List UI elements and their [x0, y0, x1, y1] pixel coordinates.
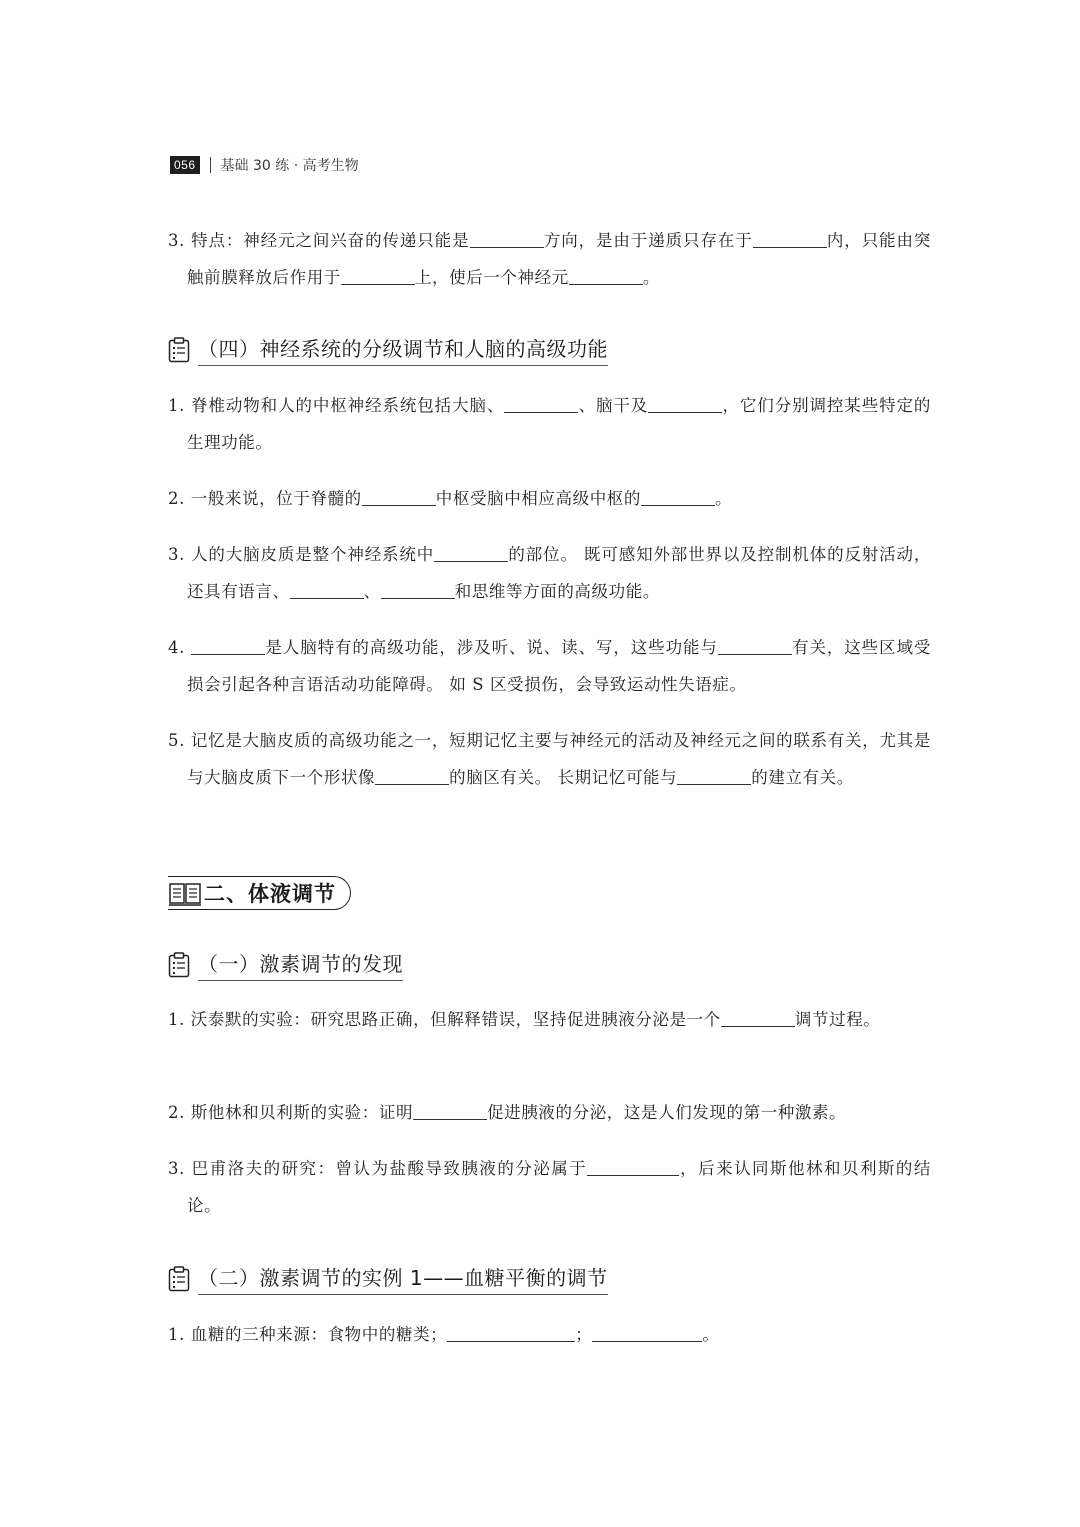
list-item: 4. 是人脑特有的高级功能，涉及听、说、读、写，这些功能与 有关，这些区域受损会引起各种言语活动功能障碍。 如 S 区受损伤，会导致运动性失语症。 [168, 638, 931, 694]
fill-blank[interactable] [413, 1103, 487, 1121]
open-book-icon [168, 879, 202, 907]
list-item: 3. 巴甫洛夫的研究：曾认为盐酸导致胰液的分泌属于 ，后来认同斯他林和贝利斯的结论。 [168, 1159, 931, 1215]
fill-blank[interactable] [718, 638, 792, 656]
fill-blank[interactable] [375, 768, 449, 786]
list-item: 1. 沃泰默的实验：研究思路正确，但解释错误，坚持促进胰液分泌是一个 调节过程。 [168, 1010, 881, 1029]
fill-blank[interactable] [569, 268, 643, 286]
list-item: 2. 斯他林和贝利斯的实验：证明 促进胰液的分泌，这是人们发现的第一种激素。 [168, 1103, 847, 1122]
list-item: 3. 特点：神经元之间兴奋的传递只能是 方向，是由于递质只存在于 内，只能由突触前膜释放后作用于 上，使后一个神经元 。 [168, 231, 932, 287]
fill-blank[interactable] [381, 582, 455, 600]
fill-blank[interactable] [677, 768, 751, 786]
subsection-heading [168, 1262, 608, 1295]
book-title: 基础 30 练 · 高考生物 [220, 158, 359, 174]
fill-blank[interactable] [721, 1010, 795, 1028]
fill-blank[interactable] [504, 396, 578, 414]
fill-blank[interactable] [753, 231, 827, 249]
list-item: 3. 人的大脑皮质是整个神经系统中 的部位。 既可感知外部世界以及控制机体的反射活动，还具有语言、 、 和思维等方面的高级功能。 [168, 545, 932, 601]
page-number: 056 [170, 156, 200, 174]
fill-blank[interactable] [447, 1325, 575, 1343]
fill-blank[interactable] [641, 489, 715, 507]
subsection-title: （二）激素调节的实例 1——血糖平衡的调节 [198, 1262, 608, 1295]
clipboard-icon [168, 337, 190, 363]
subsection-heading [168, 948, 403, 981]
clipboard-icon [168, 952, 190, 978]
clipboard-icon [168, 1266, 190, 1292]
list-item: 1. 血糖的三种来源：食物中的糖类； ； 。 [168, 1325, 720, 1344]
list-item: 1. 脊椎动物和人的中枢神经系统包括大脑、 、脑干及 ，它们分别调控某些特定的生理功能。 [168, 396, 932, 452]
fill-blank[interactable] [470, 231, 544, 249]
page-header [170, 155, 359, 175]
fill-blank[interactable] [648, 396, 722, 414]
section-heading [168, 876, 351, 910]
fill-blank[interactable] [290, 582, 364, 600]
fill-blank[interactable] [587, 1159, 679, 1177]
section-title: 二、体液调节 [204, 882, 336, 906]
subsection-heading [168, 333, 608, 366]
fill-blank[interactable] [592, 1325, 702, 1343]
subsection-title: （四）神经系统的分级调节和人脑的高级功能 [198, 333, 608, 366]
fill-blank[interactable] [362, 489, 436, 507]
list-item: 5. 记忆是大脑皮质的高级功能之一，短期记忆主要与神经元的活动及神经元之间的联系有关，尤其是与大脑皮质下一个形状像 的脑区有关。 长期记忆可能与 的建立有关。 [168, 731, 931, 787]
list-item: 2. 一般来说，位于脊髓的 中枢受脑中相应高级中枢的 。 [168, 489, 733, 508]
section-title-pill [168, 876, 351, 910]
header-divider [210, 157, 211, 173]
fill-blank[interactable] [341, 268, 415, 286]
fill-blank[interactable] [191, 638, 265, 656]
fill-blank[interactable] [434, 545, 508, 563]
subsection-title: （一）激素调节的发现 [198, 948, 403, 981]
